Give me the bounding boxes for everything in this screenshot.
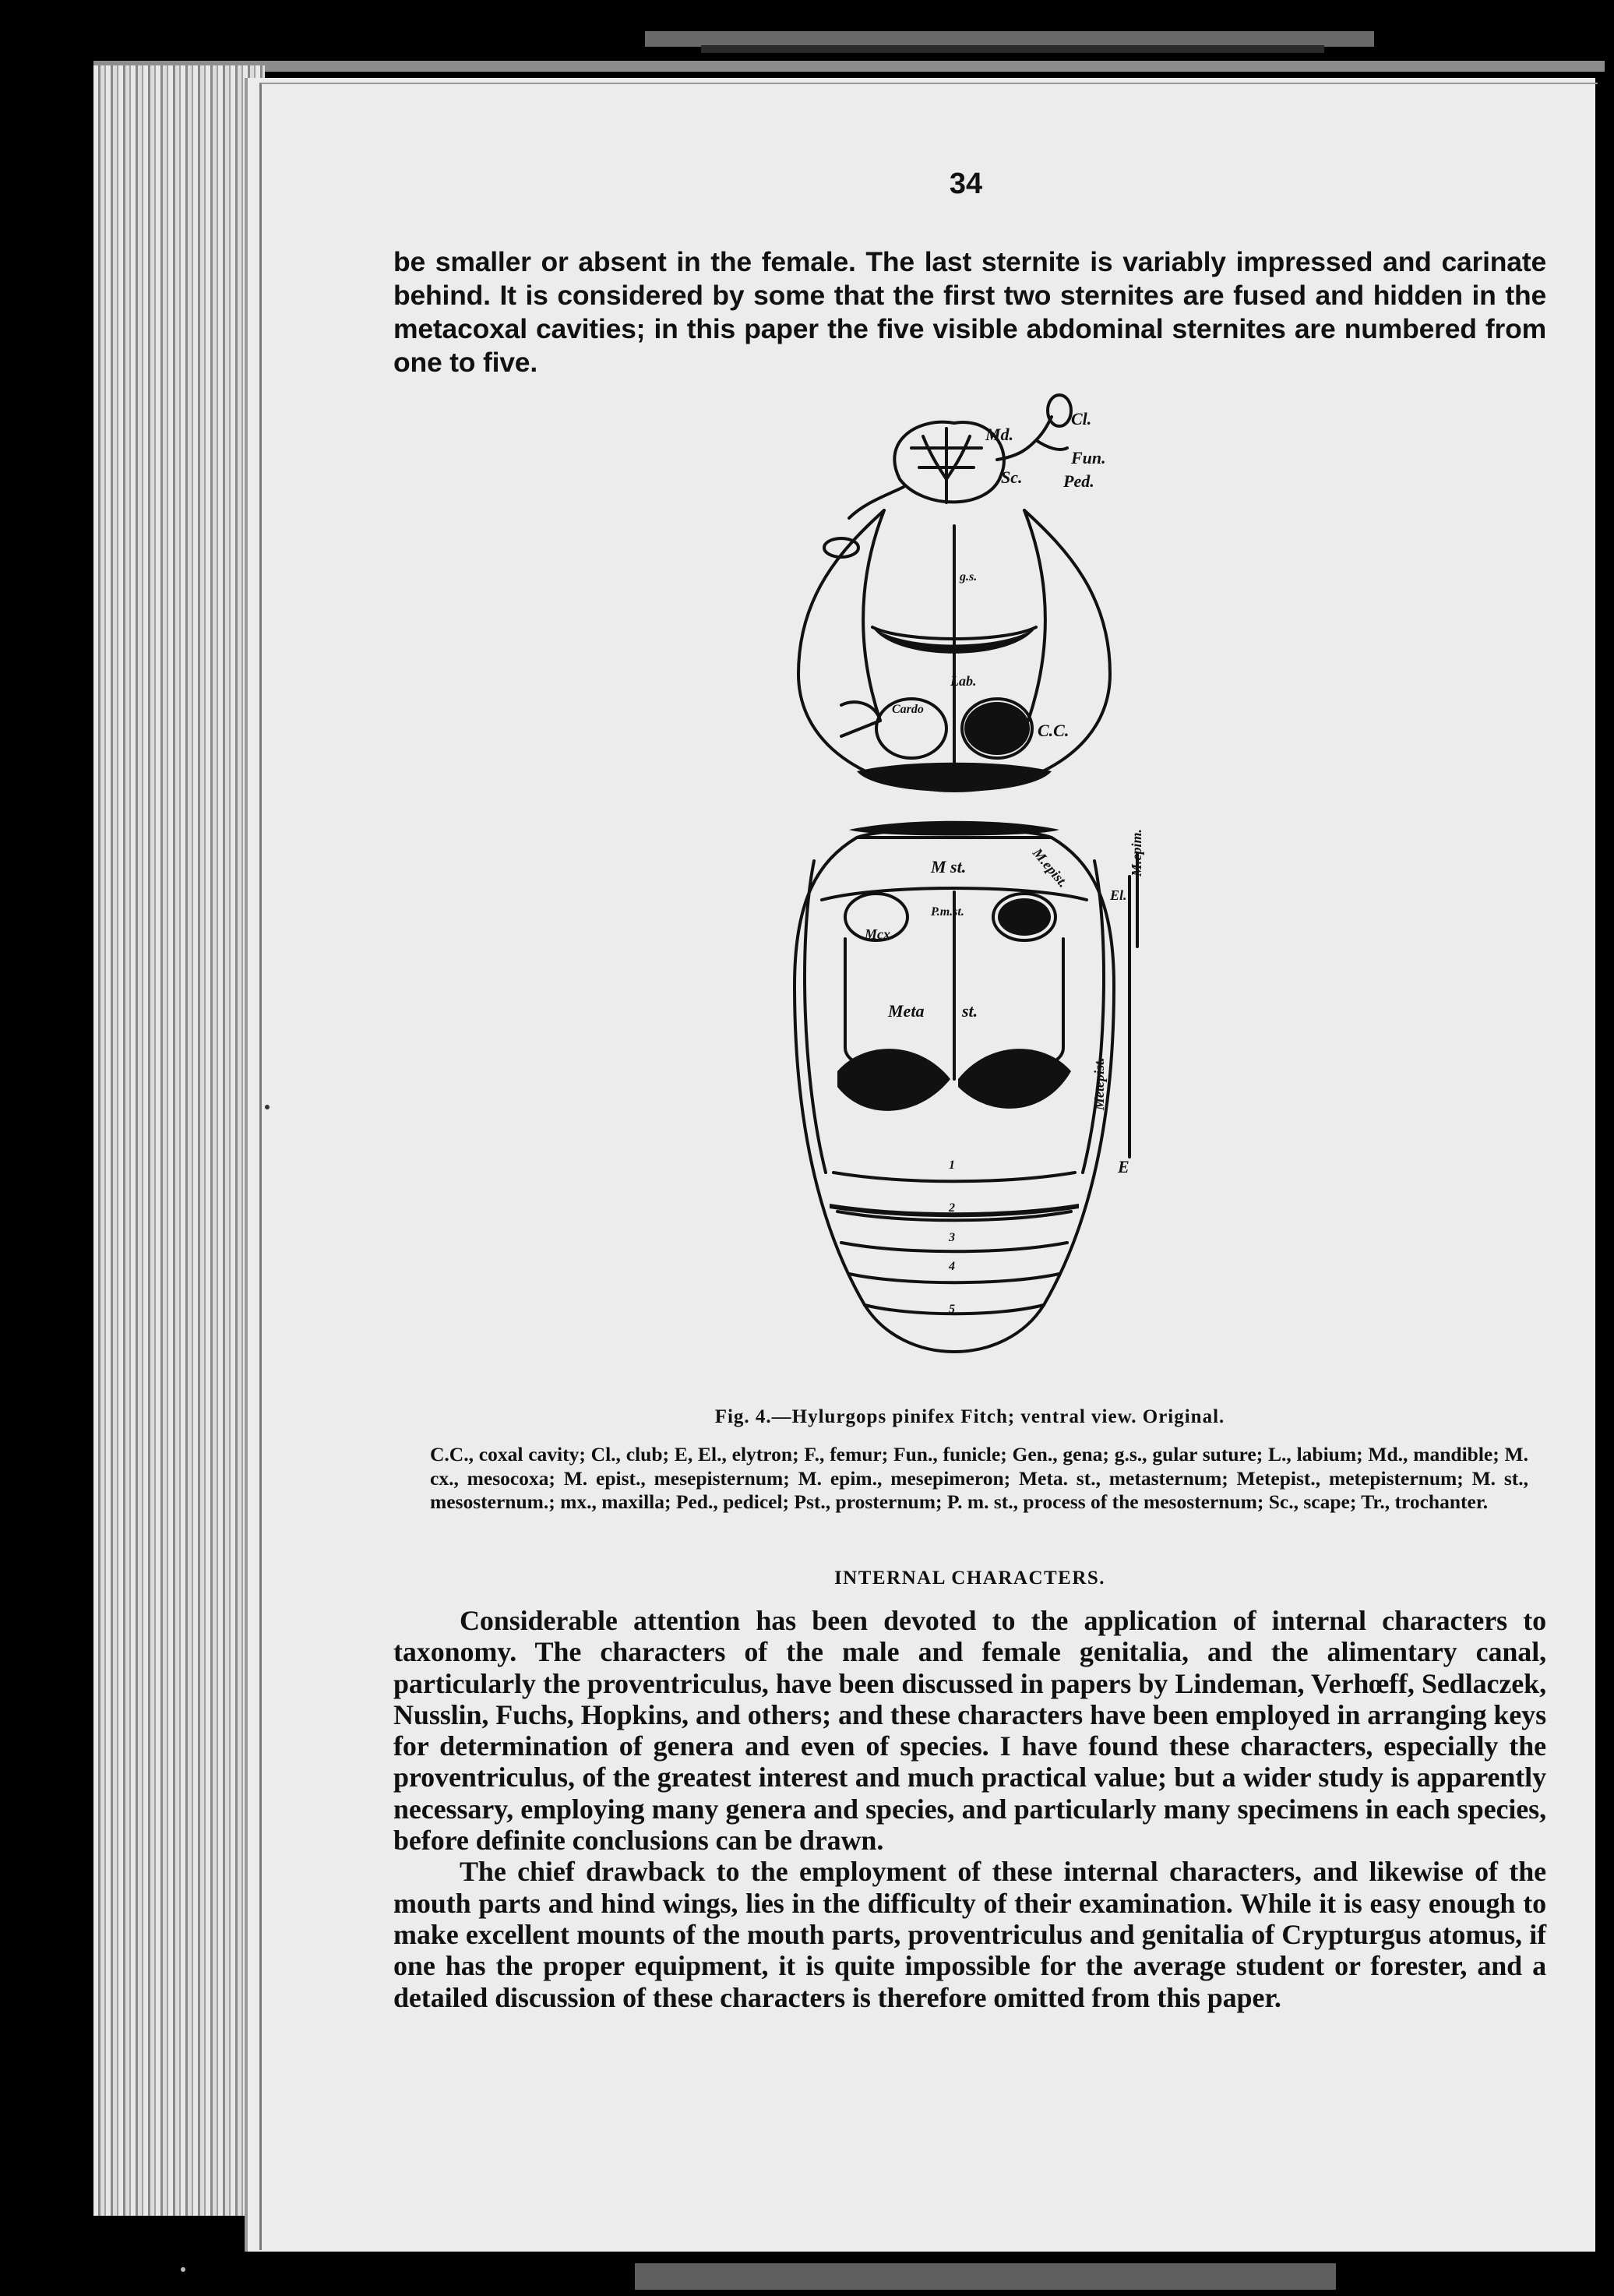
margin-dot [265,1105,270,1109]
label-mepim: M.epim. [1129,829,1144,876]
scan-top-bar-shadow [701,45,1324,53]
scan-bottom-bar [635,2263,1336,2290]
label-cc: C.C. [1038,721,1070,740]
label-cl: Cl. [1071,409,1092,429]
label-md: Md. [985,425,1014,444]
book-page-edges [93,65,265,2216]
label-cardo: Cardo [892,703,924,716]
figure-legend: C.C., coxal cavity; Cl., club; E, El., elytron; F., femur; Fun., funicle; Gen., gena; g.s., gular suture; L., labium; Md., mandible; M. cx., mesocoxa; M. epist., mesepisternum; M. epim., mesepimeron; Meta. st., metasternum; Metepist., metepisternum; M. st., mesosternum.; mx., maxilla; Ped., pedicel; Pst., prosternum; P. m. st., process of the mesosternum; Sc., scape; Tr., trochanter. [430,1443,1528,1513]
section-heading: INTERNAL CHARACTERS. [833,1568,1106,1589]
label-e: E [1118,1157,1129,1176]
label-fun: Fun. [1071,448,1106,467]
label-ped: Ped. [1063,471,1094,491]
label-sternite-2: 2 [949,1201,955,1215]
page-number: 34 [949,168,983,200]
label-el: El. [1110,887,1127,903]
label-mst: M st. [931,857,967,876]
body-text [393,1605,1546,2013]
label-lab: Lab. [950,673,977,689]
beetle-ventral-view-figure [763,393,1176,1391]
label-sternite-5: 5 [949,1303,955,1316]
intro-paragraph: be smaller or absent in the female. The last sternite is variably impressed and carinate behind. It is considered by some that the first two sternites are fused and hidden in the metacoxal cavities; in this paper the five visible abdominal sternites are numbered from one to five. [393,246,1546,378]
body-paragraph-1: Considerable attention has been devoted to the application of internal characters to taxonomy. The characters of the male and female genitalia, and the alimentary canal, particularly the proventriculus, have been discussed in papers by Lindeman, Verhœff, Sedlaczek, Nusslin, Fuchs, Hopkins, and others; and these characters have been employed in arranging keys for determination of genera and even of species. I have found these characters, especially the proventriculus, of the greatest interest and much practical value; but a wider study is apparently necessary, employing many genera and species, and particularly many specimens in each species, before definite conclusions can be drawn. [393,1605,1546,1857]
label-mcx: Mcx [865,926,890,942]
label-sc: Sc. [1001,467,1023,487]
label-mepist: M.epist. [1029,845,1072,891]
scan-speck [181,2267,185,2272]
book-top-edge [93,61,1605,72]
label-sternite-3: 3 [949,1231,955,1244]
label-sternite-1: 1 [949,1159,955,1172]
label-metast-b: st. [962,1001,978,1021]
label-pmst: P.m.st. [931,905,964,919]
label-sternite-4: 4 [949,1260,955,1273]
label-gs: g.s. [960,570,978,584]
body-paragraph-2: The chief drawback to the employment of these internal characters, and likewise of the mouth parts and hind wings, lies in the difficulty of their examination. While it is easy enough to make excellent mounts of the mouth parts, proventriculus and genitalia of Crypturgus atomus, if one has the proper equipment, it is quite impossible for the average student or forester, and a detailed discussion of these characters is therefore omitted from this paper. [393,1856,1546,2013]
scan-top-bar [645,31,1374,47]
figure-caption: Fig. 4.—Hylurgops pinifex Fitch; ventral view. Original. [714,1406,1225,1427]
label-metast-a: Meta [888,1001,925,1021]
label-metepist: Metepist. [1091,1057,1107,1110]
